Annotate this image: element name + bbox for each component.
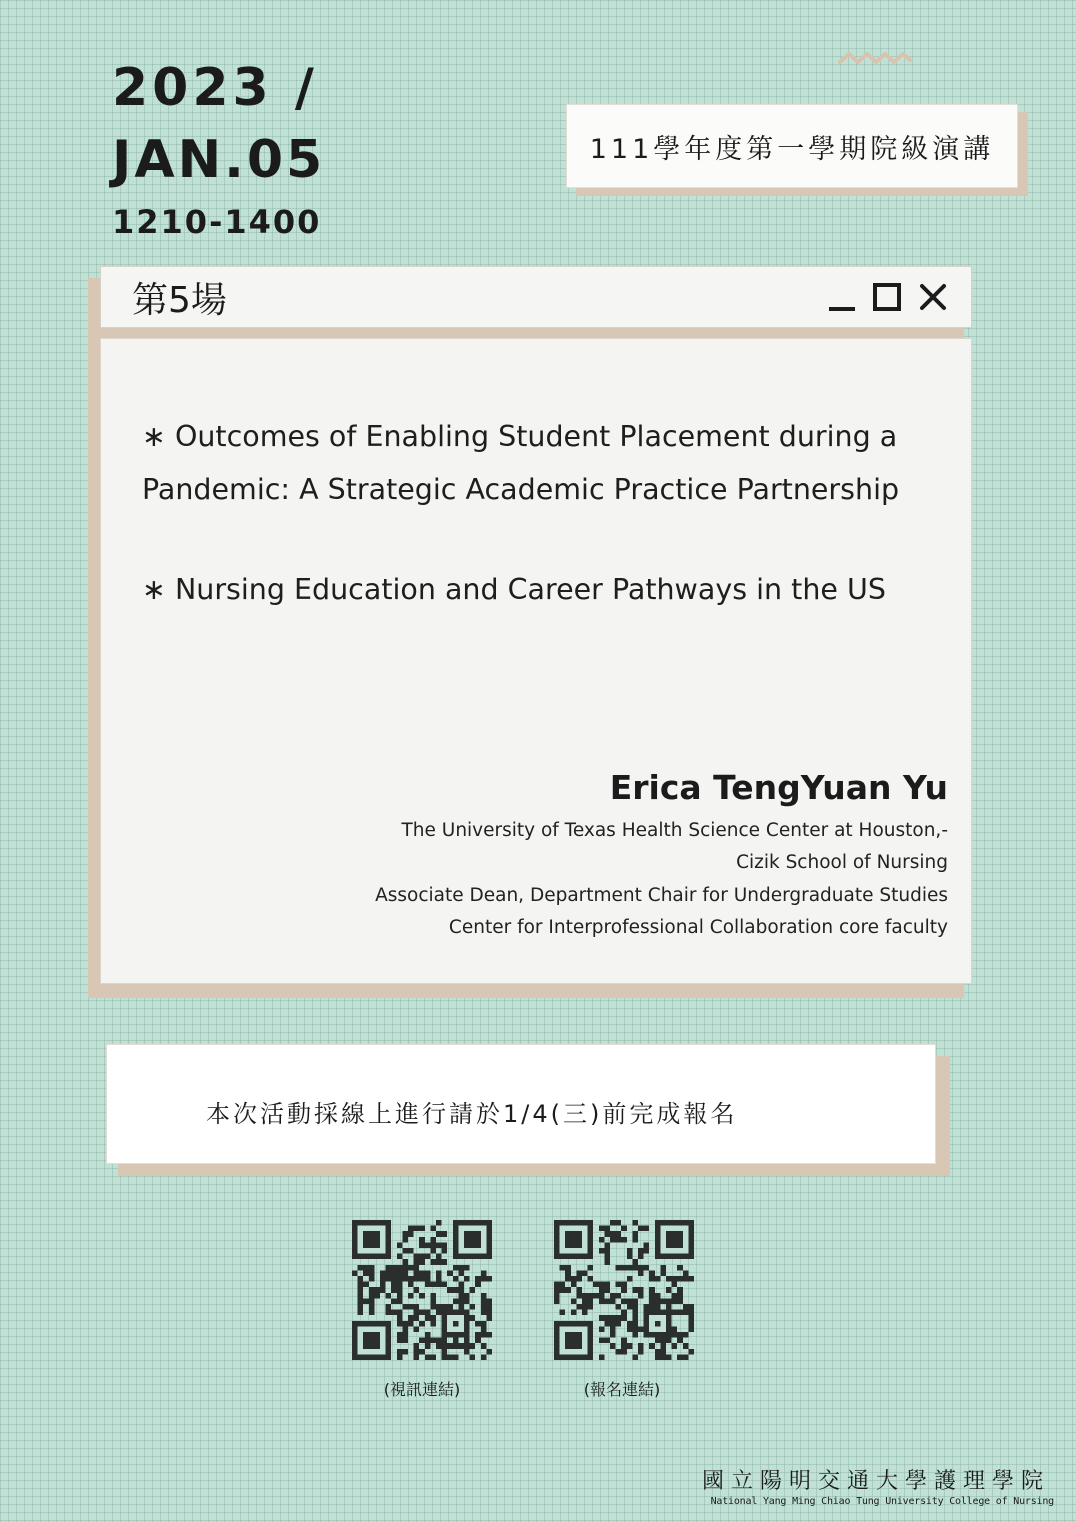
topic-2: [142, 563, 886, 616]
zigzag-decoration-icon: [838, 50, 912, 66]
semester-label: 111學年度第一學期院級演講: [566, 104, 1018, 188]
event-time: 1210-1400: [112, 203, 322, 241]
topic-1: [142, 410, 899, 516]
speaker-affiliation-3: Associate Dean, Department Chair for Undergraduate Studies: [375, 885, 948, 906]
video-link-label: (視訊連結): [383, 1380, 461, 1399]
minimize-icon[interactable]: [826, 280, 860, 314]
video-link-qr-code-icon[interactable]: [352, 1220, 492, 1360]
institution-name-en: National Yang Ming Chiao Tung University College of Nursing: [710, 1496, 1054, 1507]
session-title: 第5場: [132, 280, 227, 321]
close-icon[interactable]: [916, 280, 950, 314]
speaker-affiliation-1: The University of Texas Health Science Center at Houston,-: [401, 820, 948, 841]
maximize-icon[interactable]: [870, 280, 904, 314]
speaker-affiliation-2: Cizik School of Nursing: [736, 852, 948, 873]
topic-1-line-2: Pandemic: A Strategic Academic Practice Partnership: [142, 473, 900, 506]
topic-1-line-1: ∗ Outcomes of Enabling Student Placement during a: [142, 420, 898, 453]
registration-link-label: (報名連結): [583, 1380, 661, 1399]
institution-name-zh: 國立陽明交通大學護理學院: [701, 1469, 1050, 1494]
speaker-affiliation-4: Center for Interprofessional Collaboration core faculty: [448, 917, 948, 938]
speaker-name: Erica TengYuan Yu: [609, 768, 948, 807]
topic-2-line-1: ∗ Nursing Education and Career Pathways in the US: [142, 573, 886, 606]
registration-note: 本次活動採線上進行請於1/4(三)前完成報名: [206, 1100, 738, 1128]
event-year: 2023 /: [112, 58, 318, 118]
registration-link-qr-code-icon[interactable]: [554, 1220, 694, 1360]
event-date: JAN.05: [112, 130, 326, 190]
